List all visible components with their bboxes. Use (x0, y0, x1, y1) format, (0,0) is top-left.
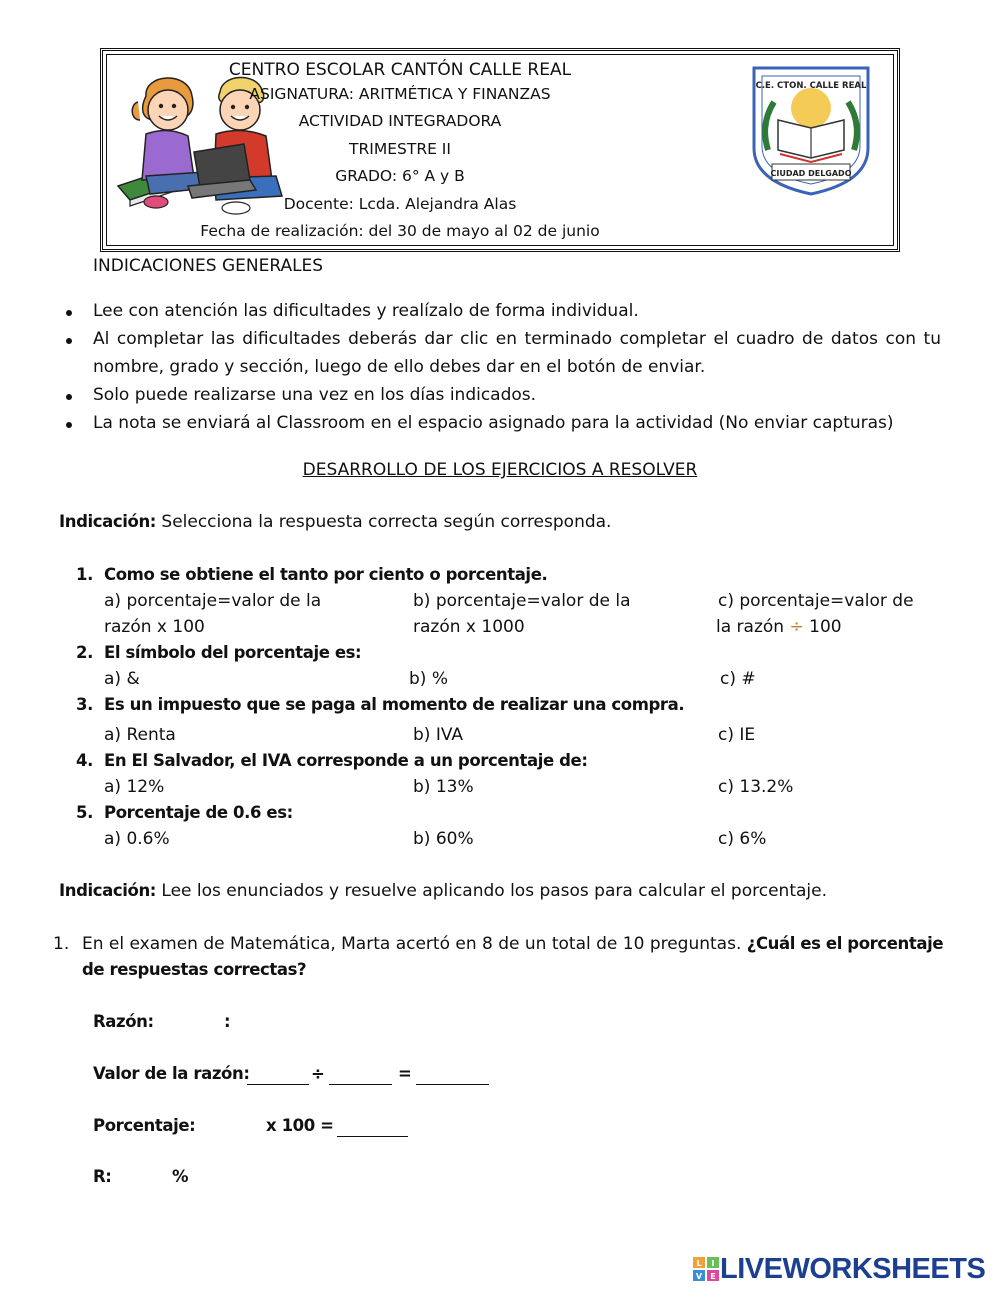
q1-option-a[interactable]: a) porcentaje=valor de la (104, 591, 322, 611)
question-4-text: En El Salvador, el IVA corresponde a un porcentaje de: (104, 751, 588, 770)
valor-blank-1[interactable] (247, 1069, 309, 1085)
question-1-text: Como se obtiene el tanto por ciento o porcentaje. (104, 565, 548, 584)
indication-label: Indicación: (59, 512, 156, 531)
school-seal (750, 64, 872, 196)
question-number: 5. (76, 803, 93, 822)
question-number: 4. (76, 751, 93, 770)
q1-option-b-cont[interactable]: razón x 1000 (413, 617, 525, 637)
activity-line: ACTIVIDAD INTEGRADORA (298, 112, 502, 130)
q2-option-c[interactable]: c) # (720, 669, 756, 689)
liveworksheets-logo-icon (692, 1256, 722, 1282)
q2-option-b[interactable]: b) % (409, 669, 448, 689)
q1-option-c-cont[interactable] (716, 619, 842, 636)
q3-option-c[interactable]: c) IE (718, 725, 756, 745)
equals-sign: = (398, 1064, 412, 1083)
liveworksheets-brand: LIVEWORKSHEETS (720, 1253, 986, 1285)
bullet-dot (66, 422, 72, 428)
logo-letter: L (696, 1259, 702, 1268)
question-2-text: El símbolo del porcentaje es: (104, 643, 362, 662)
problem-text: En el examen de Matemática, Marta acertó en 8 de un total de 10 preguntas. (82, 934, 742, 954)
indication-text: Selecciona la respuesta correcta según corresponda. (161, 512, 612, 532)
q1-option-c-value: 100 (809, 617, 842, 637)
problem-question-cont: de respuestas correctas? (82, 960, 307, 979)
razon-label: Razón: (93, 1012, 154, 1031)
q1-option-b[interactable]: b) porcentaje=valor de la (413, 591, 631, 611)
q4-option-b[interactable]: b) 13% (413, 777, 474, 797)
question-number: 3. (76, 695, 93, 714)
general-title: INDICACIONES GENERALES (93, 256, 324, 276)
indication-label: Indicación: (59, 881, 156, 900)
school-name: CENTRO ESCOLAR CANTÓN CALLE REAL (228, 60, 572, 80)
seal-bottom-text: CIUDAD DELGADO (770, 169, 852, 178)
logo-letter: I (711, 1259, 715, 1268)
logo-letter: E (710, 1272, 716, 1281)
bullet-4: La nota se enviará al Classroom en el espacio asignado para la actividad (No enviar capturas) (93, 413, 894, 433)
division-sign: ÷ (789, 617, 804, 637)
q1-option-c[interactable]: c) porcentaje=valor de (718, 591, 914, 611)
grade-line: GRADO: 6° A y B (335, 167, 465, 185)
bullet-2: Al completar las dificultades deberás dar clic en terminado completar el cuadro de datos con tu (93, 329, 941, 349)
term-line: TRIMESTRE II (349, 140, 451, 158)
razon-colon[interactable]: : (224, 1012, 231, 1031)
q5-option-b[interactable]: b) 60% (413, 829, 474, 849)
q5-option-c[interactable]: c) 6% (718, 829, 767, 849)
question-3-text: Es un impuesto que se paga al momento de realizar una compra. (104, 695, 685, 714)
bullet-3: Solo puede realizarse una vez en los días indicados. (93, 385, 537, 405)
subject-line: ASIGNATURA: ARITMÉTICA Y FINANZAS (249, 85, 551, 103)
question-number: 1. (76, 565, 93, 584)
bullet-1: Lee con atención las dificultades y realízalo de forma individual. (93, 301, 639, 321)
valor-result-blank[interactable] (416, 1069, 489, 1085)
indication-text-2: Lee los enunciados y resuelve aplicando los pasos para calcular el porcentaje. (161, 881, 827, 901)
question-5-text: Porcentaje de 0.6 es: (104, 803, 293, 822)
porcentaje-blank[interactable] (337, 1121, 408, 1137)
percent-sign: % (172, 1167, 189, 1186)
valor-blank-2[interactable] (329, 1069, 392, 1085)
porcentaje-label: Porcentaje: (93, 1116, 196, 1135)
q4-option-c[interactable]: c) 13.2% (718, 777, 794, 797)
bullet-dot (66, 310, 72, 316)
problem-question: ¿Cuál es el porcentaje (746, 934, 944, 953)
q5-option-a[interactable]: a) 0.6% (104, 829, 170, 849)
answer-label: R: (93, 1167, 112, 1186)
logo-letter: V (695, 1272, 703, 1281)
seal-top-text: C.E. CTON. CALLE REAL (755, 81, 867, 91)
valor-label: Valor de la razón: (93, 1064, 250, 1083)
question-number: 2. (76, 643, 93, 662)
q2-option-a[interactable]: a) & (104, 669, 140, 689)
section-title: DESARROLLO DE LOS EJERCICIOS A RESOLVER (302, 460, 698, 480)
bullet-dot (66, 394, 72, 400)
teacher-line: Docente: Lcda. Alejandra Alas (283, 195, 517, 213)
q1-option-c-text: la razón (716, 617, 785, 637)
division-sign: ÷ (311, 1064, 325, 1083)
q3-option-b[interactable]: b) IVA (413, 725, 464, 745)
problem-number: 1. (53, 934, 70, 954)
date-line: Fecha de realización: del 30 de mayo al 02 de junio (200, 222, 600, 240)
q3-option-a[interactable]: a) Renta (104, 725, 176, 745)
times-100: x 100 = (266, 1116, 334, 1135)
q4-option-a[interactable]: a) 12% (104, 777, 165, 797)
bullet-dot (66, 338, 72, 344)
q1-option-a-cont[interactable]: razón x 100 (104, 617, 205, 637)
bullet-2-cont: nombre, grado y sección, luego de ello debes dar en el botón de enviar. (93, 357, 706, 377)
